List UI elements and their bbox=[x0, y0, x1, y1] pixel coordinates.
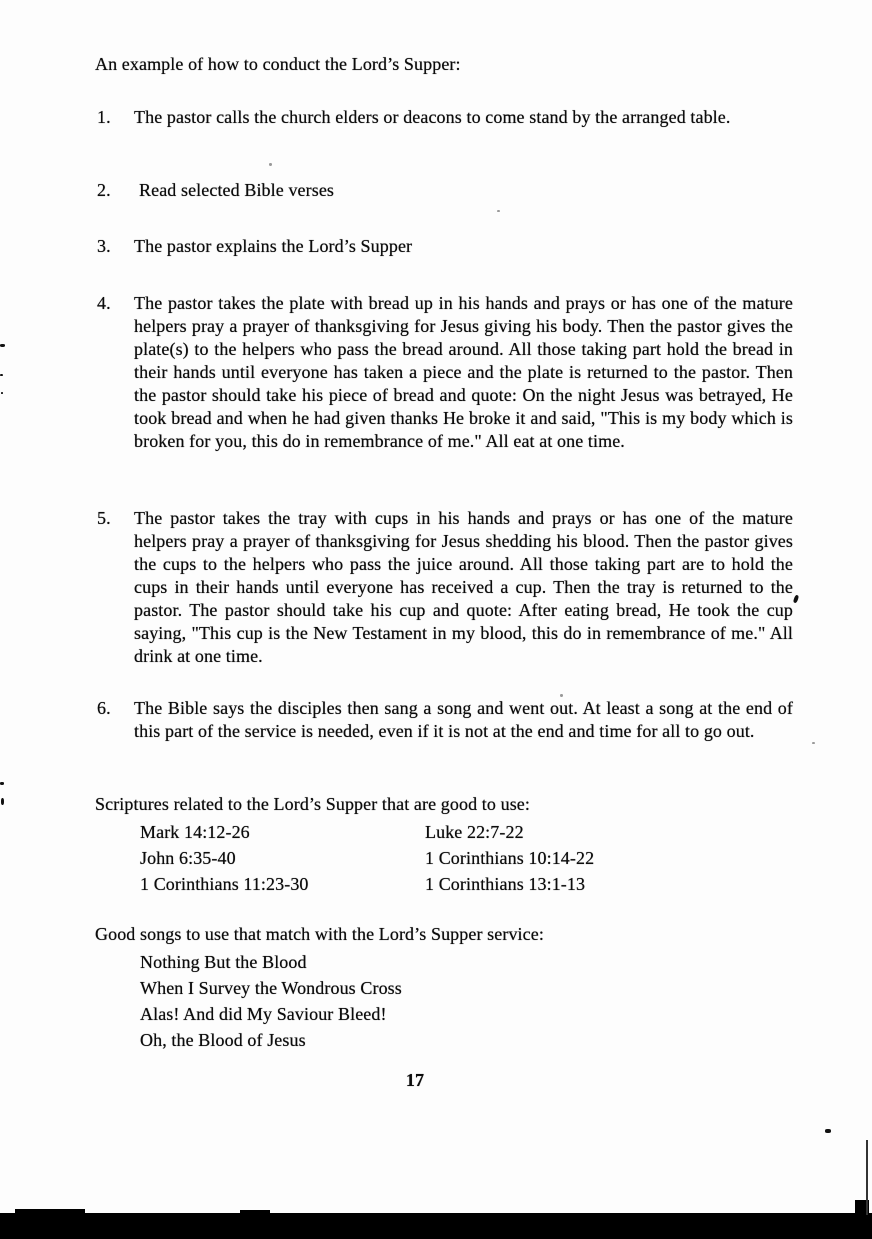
scan-speck bbox=[0, 782, 4, 785]
item-text: The pastor explains the Lord’s Supper bbox=[134, 236, 413, 256]
scriptures-heading: Scriptures related to the Lord’s Supper that are good to use: bbox=[95, 794, 530, 814]
item-text: Read selected Bible verses bbox=[139, 180, 335, 200]
song-title: Alas! And did My Saviour Bleed! bbox=[140, 1004, 387, 1024]
item-text: The pastor calls the church elders or deacons to come stand by the arranged table. bbox=[134, 107, 731, 127]
scan-speck bbox=[497, 210, 500, 212]
item-text: The pastor takes the plate with bread up in his hands and prays or has one of the mature helpers pray a prayer of thanksgiving for Jesus giving his body. Then the pastor gives the plate(s) to the helpers who pass the bread around. All those taking part hold the bread in their hands until everyone has taken a piece and the plate is returned to the pastor. Then the pastor should take his piece of bread and quote: On the night Jesus was betrayed, He took bread and when he had given thanks He broke it and said, "This is my body which is broken for you, this do in remembrance of me." All eat at one time. bbox=[134, 293, 793, 451]
item-number: 5. bbox=[97, 508, 111, 528]
item-number: 4. bbox=[97, 293, 111, 313]
item-number: 2. bbox=[97, 180, 111, 200]
scan-speck bbox=[825, 1129, 831, 1133]
item-text: The pastor takes the tray with cups in his hands and prays or has one of the mature helpers pray a prayer of thanksgiving for Jesus shedding his blood. Then the pastor gives the cups to the helpers who pass the juice around. All those taking part are to hold the cups in their hands until everyone has received a cup. Then the tray is returned to the pastor. The pastor should take his cup and quote: After eating bread, He took the cup saying, "This cup is the New Testament in my blood, this do in remembrance of me." All drink at one time. bbox=[134, 508, 793, 666]
page-number: 17 bbox=[405, 1070, 425, 1090]
scripture-ref: 1 Corinthians 13:1-13 bbox=[425, 874, 586, 894]
song-title: Nothing But the Blood bbox=[140, 952, 307, 972]
list-item-1 bbox=[95, 106, 793, 129]
scan-speck bbox=[0, 374, 3, 376]
scripture-list-right bbox=[425, 819, 725, 897]
scripture-ref: 1 Corinthians 11:23-30 bbox=[140, 874, 309, 894]
song-title: When I Survey the Wondrous Cross bbox=[140, 978, 402, 998]
list-item-5 bbox=[95, 507, 793, 668]
scan-speck bbox=[269, 163, 272, 166]
item-number: 1. bbox=[97, 107, 111, 127]
scan-speck bbox=[793, 595, 799, 604]
scan-speck bbox=[560, 694, 563, 697]
song-list bbox=[140, 949, 560, 1053]
list-item-3 bbox=[95, 235, 793, 258]
item-number: 3. bbox=[97, 236, 111, 256]
scan-smudge bbox=[240, 1210, 270, 1213]
item-number: 6. bbox=[97, 698, 111, 718]
intro-line: An example of how to conduct the Lord’s Supper: bbox=[95, 54, 461, 74]
list-item-6 bbox=[95, 697, 793, 743]
scan-speck bbox=[0, 344, 5, 347]
list-item-4 bbox=[95, 292, 793, 453]
scripture-list-left bbox=[140, 819, 420, 897]
item-text: The Bible says the disciples then sang a song and went out. At least a song at the end of this part of the service is needed, even if it is not at the end and time for all to go out. bbox=[134, 698, 793, 741]
scripture-ref: Mark 14:12-26 bbox=[140, 822, 250, 842]
songs-heading: Good songs to use that match with the Lord’s Supper service: bbox=[95, 924, 544, 944]
scan-speck bbox=[1, 798, 4, 805]
scan-speck bbox=[1, 392, 3, 394]
scan-edge-line bbox=[866, 1140, 868, 1215]
scripture-ref: John 6:35-40 bbox=[140, 848, 236, 868]
scan-black-bar bbox=[0, 1213, 872, 1239]
scan-speck bbox=[812, 742, 815, 744]
scan-smudge bbox=[15, 1209, 85, 1213]
scripture-ref: 1 Corinthians 10:14-22 bbox=[425, 848, 595, 868]
song-title: Oh, the Blood of Jesus bbox=[140, 1030, 306, 1050]
scripture-ref: Luke 22:7-22 bbox=[425, 822, 524, 842]
list-item-2 bbox=[95, 179, 793, 202]
